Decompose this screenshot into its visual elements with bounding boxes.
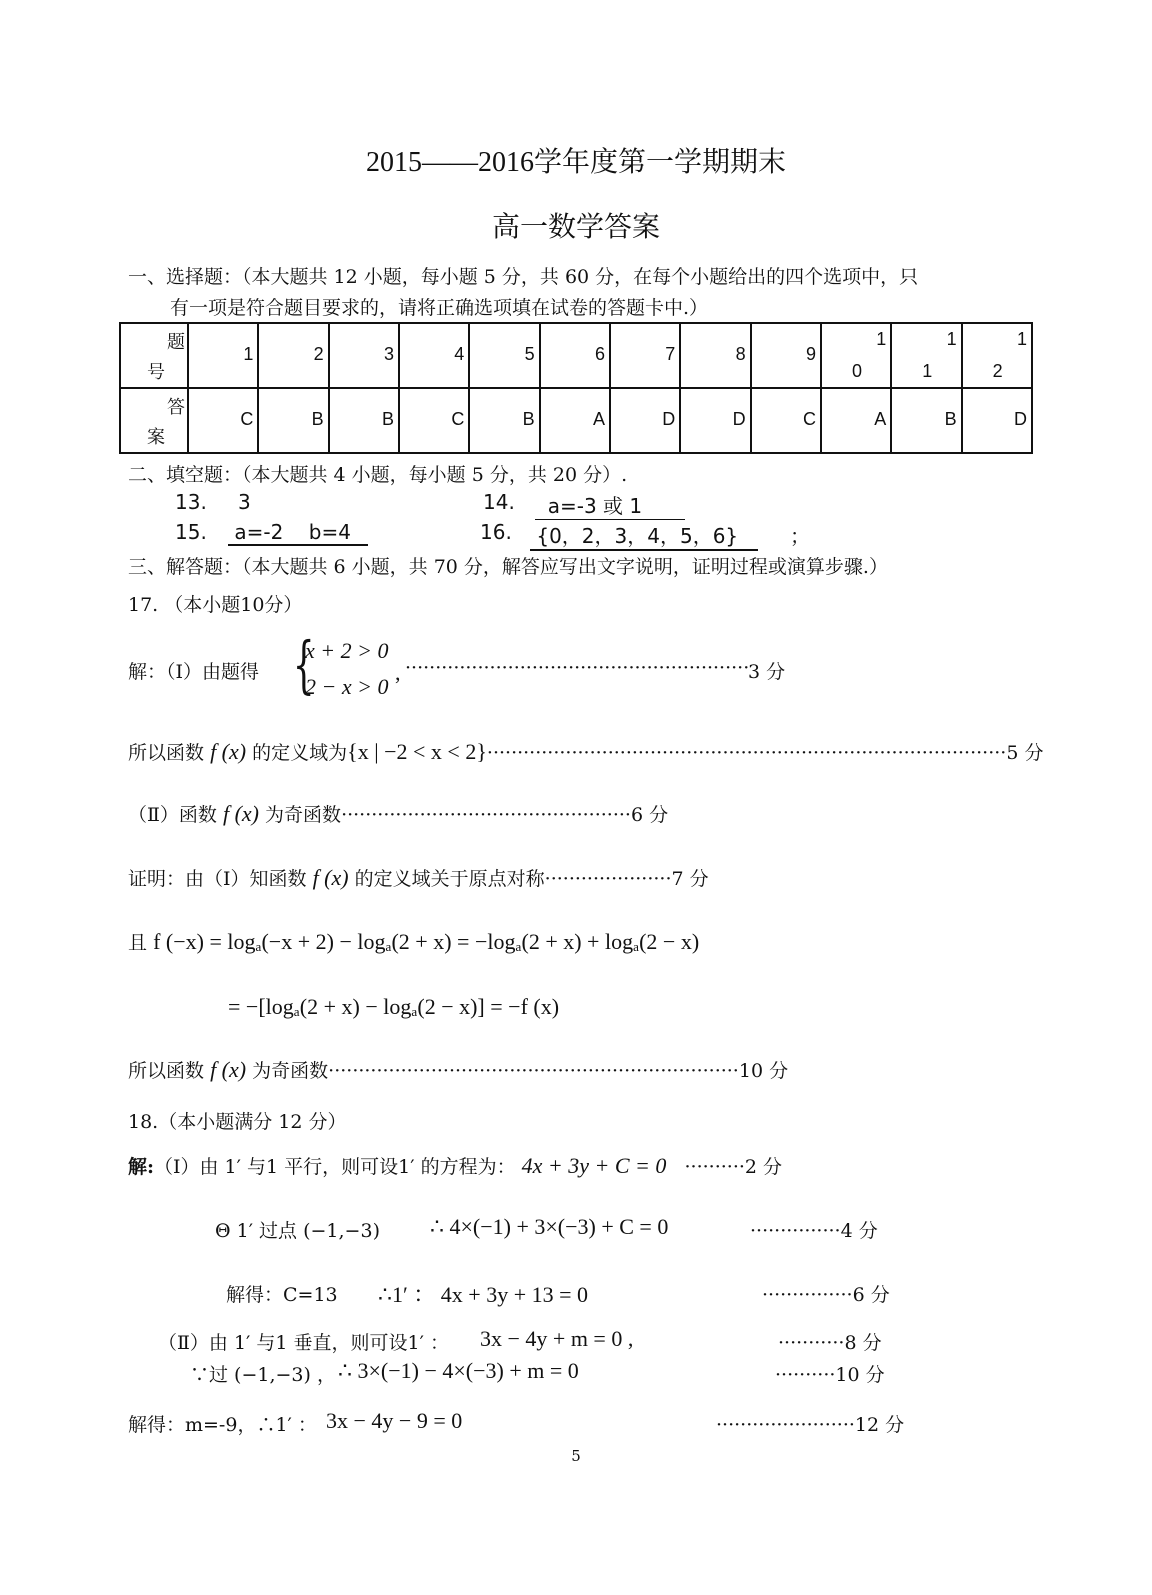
section2-header: 二、填空题：（本大题共 4 小题，每小题 5 分，共 20 分）. xyxy=(128,464,628,486)
table-row-answers xyxy=(120,388,1032,453)
q18-line5-text: ∵过 (−1,−3) ， xyxy=(190,1364,336,1386)
q18-title: 18.（本小题满分 12 分） xyxy=(128,1111,347,1133)
q17-line7: 所以函数 f (x) 为奇函数····································································10 分 xyxy=(128,1057,789,1082)
question-number: 1 xyxy=(188,323,258,388)
question-number: 1 0 xyxy=(821,323,891,388)
q16-tail: ； xyxy=(790,524,810,548)
q17-line1-leader: ························································· xyxy=(405,657,750,679)
q15-number: 15. xyxy=(175,520,207,544)
q18-line2-eq: ∴ 4×(−1) + 3×(−3) + C = 0 xyxy=(430,1214,669,1239)
q18-line4-text: （Ⅱ）由 1′ 与1 垂直，则可设1′ ： xyxy=(158,1332,449,1354)
answer-cell: D xyxy=(610,388,680,453)
answer-cell: B xyxy=(329,388,399,453)
table-label-answer: 答 案 xyxy=(120,388,188,453)
table-label-question-number: 题 号 xyxy=(120,323,188,388)
question-number: 9 xyxy=(751,323,821,388)
question-number: 3 xyxy=(329,323,399,388)
q18-line4-eq: 3x − 4y + m = 0 , xyxy=(480,1326,634,1351)
answer-cell: B xyxy=(258,388,328,453)
q13-number: 13. xyxy=(175,490,207,514)
q18-line6-eq: 3x − 4y − 9 = 0 xyxy=(326,1408,463,1433)
answer-cell: A xyxy=(821,388,891,453)
q18-line6-text: 解得：m=-9，∴1′ ： xyxy=(128,1414,317,1436)
q17-line5: 且 f (−x) = logₐ(−x + 2) − logₐ(2 + x) = −logₐ(2 + x) + logₐ(2 − x) xyxy=(128,929,700,954)
q18-line5-score: ··········10 分 xyxy=(775,1364,885,1386)
question-number: 7 xyxy=(610,323,680,388)
q13-answer: 3 xyxy=(238,490,251,514)
question-number: 6 xyxy=(540,323,610,388)
section3-header: 三、解答题：（本大题共 6 小题，共 70 分，解答应写出文字说明，证明过程或演算步骤.） xyxy=(128,556,888,578)
q17-title: 17. （本小题10分） xyxy=(128,594,303,616)
answer-table xyxy=(119,322,1033,454)
q18-line4-score: ···········8 分 xyxy=(778,1332,882,1354)
answer-cell: C xyxy=(399,388,469,453)
q17-line1-prefix: 解：（Ⅰ）由题得 xyxy=(128,661,260,683)
q15-answer: a=-2 b=4 xyxy=(228,520,368,546)
section1-header-cont: 有一项是符合题目要求的，请将正确选项填在试卷的答题卡中.） xyxy=(170,297,709,319)
section1-header: 一、选择题：（本大题共 12 小题，每小题 5 分，共 60 分，在每个小题给出的四个选项中，只 xyxy=(128,266,919,288)
document-subtitle: 高一数学答案 xyxy=(491,212,660,243)
question-number: 5 xyxy=(469,323,539,388)
question-number: 1 2 xyxy=(962,323,1032,388)
q17-system-eq1: x + 2 > 0 xyxy=(305,638,389,663)
q14-answer: a=-3 或 1 xyxy=(535,490,685,520)
document-title: 2015——2016学年度第一学期期末 xyxy=(365,147,786,178)
q18-line3-text: 解得：C=13 xyxy=(226,1284,338,1306)
q18-line2-text: Θ 1′ 过点 (−1,−3) xyxy=(215,1220,380,1242)
question-number: 4 xyxy=(399,323,469,388)
answer-cell: B xyxy=(891,388,961,453)
q17-line4: 证明：由（Ⅰ）知函数 f (x) 的定义域关于原点对称·····················7 分 xyxy=(128,865,709,890)
q18-line3-eq: ∴1′ ： 4x + 3y + 13 = 0 xyxy=(378,1282,589,1307)
q16-number: 16. xyxy=(480,520,512,544)
q17-system-eq2: 2 − x > 0 xyxy=(305,674,389,699)
table-row-numbers xyxy=(120,323,1032,388)
answer-cell: C xyxy=(188,388,258,453)
question-number: 1 1 xyxy=(891,323,961,388)
q17-line1-comma: , xyxy=(395,660,401,685)
q18-line1: 解:（Ⅰ）由 1′ 与1 平行，则可设1′ 的方程为： 4x + 3y + C = 0 ··········2 分 xyxy=(128,1153,783,1178)
answer-cell: A xyxy=(540,388,610,453)
question-number: 2 xyxy=(258,323,328,388)
page-number: 5 xyxy=(571,1447,581,1465)
q16-answer: {0，2，3，4，5，6} xyxy=(530,520,758,551)
answer-cell: B xyxy=(469,388,539,453)
question-number: 8 xyxy=(680,323,750,388)
q18-line2-score: ···············4 分 xyxy=(750,1220,878,1242)
q17-line2: 所以函数 f (x) 的定义域为{x | −2 < x < 2}······················································································5 分 xyxy=(128,739,1044,764)
q17-line3: （Ⅱ）函数 f (x) 为奇函数················································6 分 xyxy=(128,801,669,826)
q17-line6: = −[logₐ(2 + x) − logₐ(2 − x)] = −f (x) xyxy=(228,994,560,1019)
q18-line3-score: ···············6 分 xyxy=(762,1284,890,1306)
q18-line5-eq: ∴ 3×(−1) − 4×(−3) + m = 0 xyxy=(338,1358,579,1383)
q14-number: 14. xyxy=(483,490,515,514)
answer-cell: D xyxy=(680,388,750,453)
answer-cell: D xyxy=(962,388,1032,453)
q17-line1-score: 3 分 xyxy=(748,661,786,683)
answer-cell: C xyxy=(751,388,821,453)
q18-line6-score: ·······················12 分 xyxy=(716,1414,905,1436)
brace-icon: { xyxy=(292,628,315,701)
